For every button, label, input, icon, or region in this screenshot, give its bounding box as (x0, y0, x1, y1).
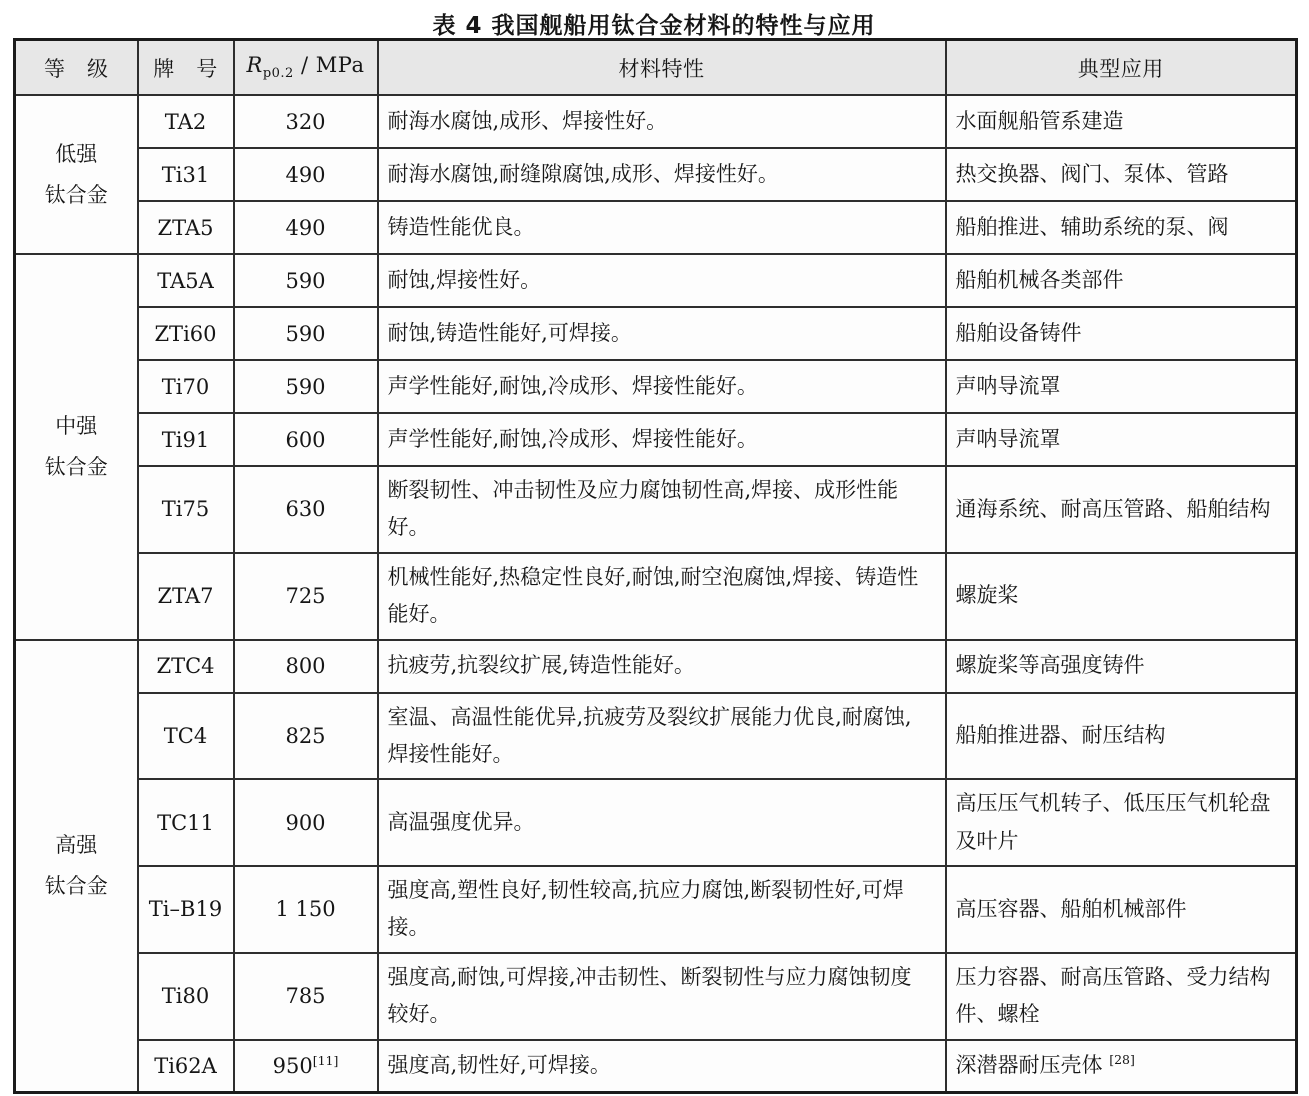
table-row (15, 413, 1297, 466)
characteristics-cell: 断裂韧性、冲击韧性及应力腐蚀韧性高,焊接、成形性能好。 (378, 466, 946, 553)
characteristics-cell: 声学性能好,耐蚀,冷成形、焊接性能好。 (378, 360, 946, 413)
designation-cell: TC11 (138, 779, 234, 866)
designation-cell: Ti70 (138, 360, 234, 413)
characteristics-cell: 耐海水腐蚀,耐缝隙腐蚀,成形、焊接性好。 (378, 148, 946, 201)
header-grade: 等 级 (15, 40, 138, 96)
designation-cell: Ti91 (138, 413, 234, 466)
table-row (15, 693, 1297, 780)
applications-cell: 船舶设备铸件 (946, 307, 1297, 360)
table-row (15, 201, 1297, 254)
designation-cell: Ti80 (138, 953, 234, 1040)
table-row (15, 1040, 1297, 1093)
table-row (15, 95, 1297, 148)
characteristics-cell: 声学性能好,耐蚀,冷成形、焊接性能好。 (378, 413, 946, 466)
characteristics-cell: 室温、高温性能优异,抗疲劳及裂纹扩展能力优良,耐腐蚀,焊接性能好。 (378, 693, 946, 780)
designation-cell: ZTA7 (138, 553, 234, 640)
table-title: 表 4 我国舰船用钛合金材料的特性与应用 (432, 13, 876, 39)
yield-strength-cell: 785 (234, 953, 378, 1040)
yield-strength-cell: 725 (234, 553, 378, 640)
yield-strength-cell: 490 (234, 201, 378, 254)
applications-cell: 深潜器耐压壳体 [28] (946, 1040, 1297, 1093)
yield-strength-cell: 490 (234, 148, 378, 201)
yield-strength-cell: 630 (234, 466, 378, 553)
characteristics-cell: 机械性能好,热稳定性良好,耐蚀,耐空泡腐蚀,焊接、铸造性能好。 (378, 553, 946, 640)
yield-strength-cell: 900 (234, 779, 378, 866)
characteristics-cell: 铸造性能优良。 (378, 201, 946, 254)
grade-cell (15, 254, 138, 640)
applications-cell: 声呐导流罩 (946, 413, 1297, 466)
characteristics-cell: 强度高,耐蚀,可焊接,冲击韧性、断裂韧性与应力腐蚀韧度较好。 (378, 953, 946, 1040)
table-row (15, 360, 1297, 413)
characteristics-cell: 抗疲劳,抗裂纹扩展,铸造性能好。 (378, 640, 946, 693)
header-designation: 牌 号 (138, 40, 234, 96)
grade-line2: 钛合金 (44, 454, 108, 479)
applications-cell: 船舶推进器、耐压结构 (946, 693, 1297, 780)
characteristics-cell: 强度高,韧性好,可焊接。 (378, 1040, 946, 1093)
grade-cell (15, 640, 138, 1093)
designation-cell: Ti75 (138, 466, 234, 553)
table-row (15, 148, 1297, 201)
grade-line1: 中强 (55, 413, 98, 438)
yield-strength-cell: 800 (234, 640, 378, 693)
characteristics-cell: 耐蚀,铸造性能好,可焊接。 (378, 307, 946, 360)
designation-cell: TA2 (138, 95, 234, 148)
table-row (15, 953, 1297, 1040)
applications-cell: 水面舰船管系建造 (946, 95, 1297, 148)
grade-line1: 高强 (55, 832, 98, 857)
applications-reference-superscript: [28] (1109, 1052, 1135, 1068)
applications-cell: 船舶机械各类部件 (946, 254, 1297, 307)
applications-cell: 压力容器、耐高压管路、受力结构件、螺栓 (946, 953, 1297, 1040)
yield-strength-cell: 590 (234, 307, 378, 360)
yield-strength-cell: 590 (234, 360, 378, 413)
header-yield-strength (234, 40, 378, 96)
header-characteristics: 材料特性 (378, 40, 946, 96)
yield-strength-cell: 600 (234, 413, 378, 466)
applications-cell: 螺旋桨 (946, 553, 1297, 640)
table-row (15, 553, 1297, 640)
designation-cell: ZTC4 (138, 640, 234, 693)
yield-strength-symbol: R (246, 53, 263, 78)
grade-cell (15, 95, 138, 254)
applications-cell: 通海系统、耐高压管路、船舶结构 (946, 466, 1297, 553)
grade-line2: 钛合金 (44, 182, 108, 207)
applications-cell: 船舶推进、辅助系统的泵、阀 (946, 201, 1297, 254)
characteristics-cell: 耐蚀,焊接性好。 (378, 254, 946, 307)
yield-strength-cell: 825 (234, 693, 378, 780)
characteristics-cell: 耐海水腐蚀,成形、焊接性好。 (378, 95, 946, 148)
designation-cell: Ti–B19 (138, 866, 234, 953)
applications-cell: 螺旋桨等高强度铸件 (946, 640, 1297, 693)
table-row (15, 307, 1297, 360)
table-row (15, 466, 1297, 553)
table-body (15, 95, 1297, 1093)
strength-reference-superscript: [11] (312, 1053, 339, 1069)
table-row (15, 640, 1297, 693)
characteristics-cell: 高温强度优异。 (378, 779, 946, 866)
grade-line1: 低强 (55, 141, 98, 166)
table-row (15, 866, 1297, 953)
yield-strength-cell: 590 (234, 254, 378, 307)
table-header-row (15, 40, 1297, 96)
applications-cell: 高压容器、船舶机械部件 (946, 866, 1297, 953)
designation-cell: Ti62A (138, 1040, 234, 1093)
grade-line2: 钛合金 (44, 873, 108, 898)
applications-cell: 高压压气机转子、低压压气机轮盘及叶片 (946, 779, 1297, 866)
designation-cell: TC4 (138, 693, 234, 780)
applications-cell: 热交换器、阀门、泵体、管路 (946, 148, 1297, 201)
alloy-table (13, 38, 1298, 1094)
header-applications: 典型应用 (946, 40, 1297, 96)
yield-strength-cell: 950[11] (234, 1040, 378, 1093)
yield-strength-cell: 1 150 (234, 866, 378, 953)
table-row (15, 779, 1297, 866)
yield-strength-unit: / MPa (293, 53, 365, 78)
designation-cell: ZTi60 (138, 307, 234, 360)
yield-strength-cell: 320 (234, 95, 378, 148)
applications-cell: 声呐导流罩 (946, 360, 1297, 413)
yield-strength-subscript: p0.2 (262, 66, 294, 82)
designation-cell: TA5A (138, 254, 234, 307)
designation-cell: ZTA5 (138, 201, 234, 254)
designation-cell: Ti31 (138, 148, 234, 201)
characteristics-cell: 强度高,塑性良好,韧性较高,抗应力腐蚀,断裂韧性好,可焊接。 (378, 866, 946, 953)
table-row (15, 254, 1297, 307)
